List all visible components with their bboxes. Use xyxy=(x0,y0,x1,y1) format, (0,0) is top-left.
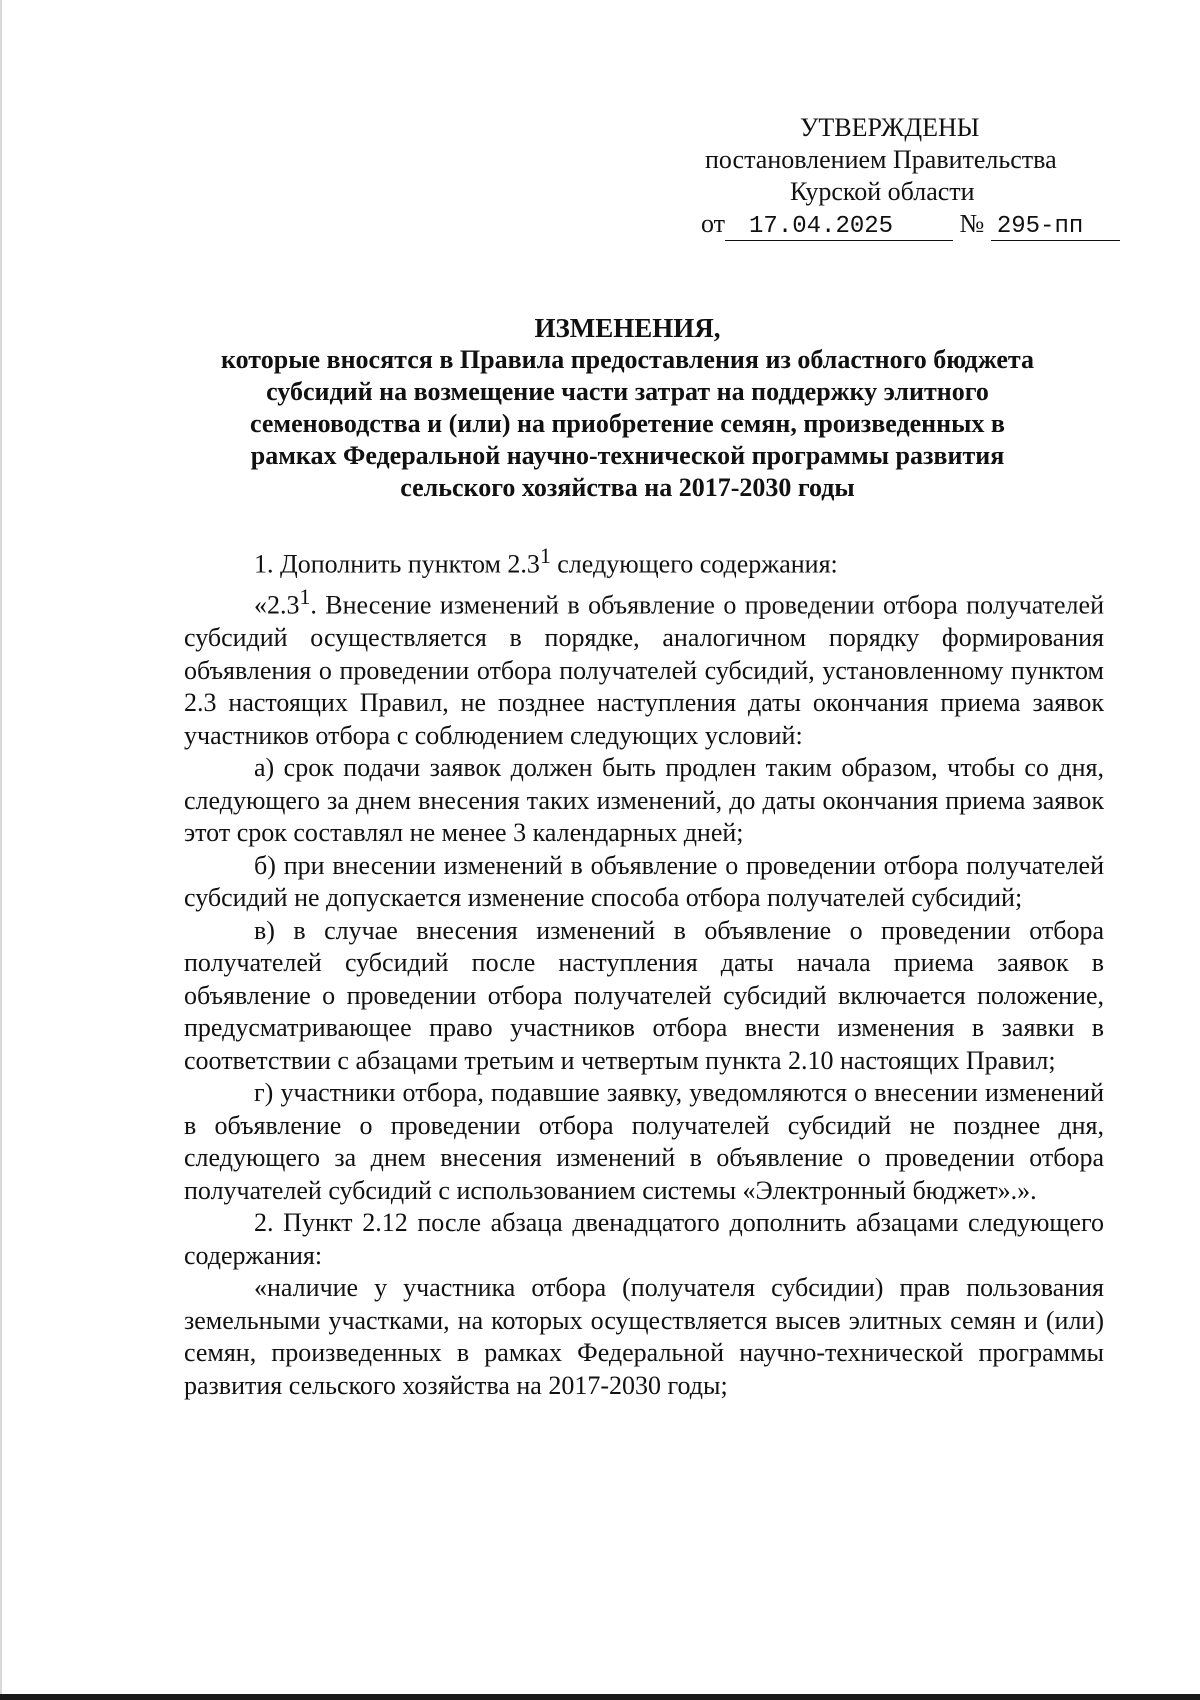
title-heading: ИЗМЕНЕНИЯ, xyxy=(534,313,721,343)
approval-heading: УТВЕРЖДЕНЫ xyxy=(800,113,980,142)
scan-edge-bottom xyxy=(0,1694,1200,1700)
paragraph-availability: «наличие у участника отбора (получателя субсидии) прав пользования земельными участками, на которых осуществляется высев элитных семян и (или) семян, произведенных в рамках Федеральной научно-технической программы развития сельского хозяйства на 2017-2030 годы; xyxy=(184,1273,1104,1400)
document-body xyxy=(184,540,1104,1402)
paragraph-1 xyxy=(184,540,1104,581)
paragraph-v: в) в случае внесения изменений в объявление о проведении отбора получателей субсидий после наступления даты начала приема заявок в объявление о проведении отбора получателей субсидий включается положение, предусматривающее право участников отбора внести изменения в заявки в соответствии с абзацами третьим и четвертым пункта 2.10 настоящих Правил; xyxy=(184,915,1104,1075)
approval-region: Курской области xyxy=(790,177,975,206)
title-line: которые вносятся в Правила предоставления из областного бюджета xyxy=(221,345,1034,374)
paragraph-2-12: 2. Пункт 2.12 после абзаца двенадцатого дополнить абзацами следующего содержания: xyxy=(184,1208,1104,1270)
number-prefix: № xyxy=(959,209,985,238)
title-line: субсидий на возмещение части затрат на поддержку элитного xyxy=(266,377,989,406)
approval-stamp xyxy=(690,112,1110,241)
paragraph-2-text-end: . Внесение изменений в объявление о проведении отбора получателей субсидий осуществляется в порядке, аналогичном порядку формирования объявления о проведении отбора получателей субсидий, установленному пунктом 2.3 настоящих Правил, не позднее наступления даты окончания приема заявок участников отбора с соблюдением следующих условий: xyxy=(184,590,1104,750)
scan-edge-left xyxy=(0,0,2,1700)
paragraph-1-text-end: следующего содержания: xyxy=(550,549,838,579)
approval-number: 295-пп xyxy=(991,214,1120,241)
paragraph-a: а) срок подачи заявок должен быть продлен таким образом, чтобы со дня, следующего за днем внесения таких изменений, до даты окончания приема заявок этот срок составлял не менее 3 календарных дней; xyxy=(184,753,1104,848)
paragraph-b: б) при внесении изменений в объявление о проведении отбора получателей субсидий не допускается изменение способа отбора получателей субсидий; xyxy=(184,850,1104,913)
approval-authority: постановлением Правительства xyxy=(705,145,1057,174)
approval-date: 17.04.2025 xyxy=(725,214,953,241)
superscript: 1 xyxy=(299,585,311,610)
title-line: рамках Федеральной научно-технической программы развития xyxy=(250,441,1005,470)
approval-date-number xyxy=(701,208,1110,241)
document-title xyxy=(160,312,1095,504)
paragraph-g: г) участники отбора, подавшие заявку, уведомляются о внесении изменений в объявление о проведении отбора получателей субсидий не позднее дня, следующего за днем внесения изменений в объявление о проведении отбора получателей субсидий с использованием системы «Электронный бюджет».». xyxy=(184,1078,1104,1205)
paragraph-1-text: 1. Дополнить пунктом 2.3 xyxy=(254,549,540,579)
paragraph-2 xyxy=(184,581,1104,752)
title-line: сельского хозяйства на 2017-2030 годы xyxy=(400,473,855,502)
paragraph-2-text: «2.3 xyxy=(254,590,300,620)
title-line: семеноводства и (или) на приобретение семян, произведенных в xyxy=(250,409,1005,438)
superscript: 1 xyxy=(539,544,551,568)
date-prefix: от xyxy=(701,209,726,238)
